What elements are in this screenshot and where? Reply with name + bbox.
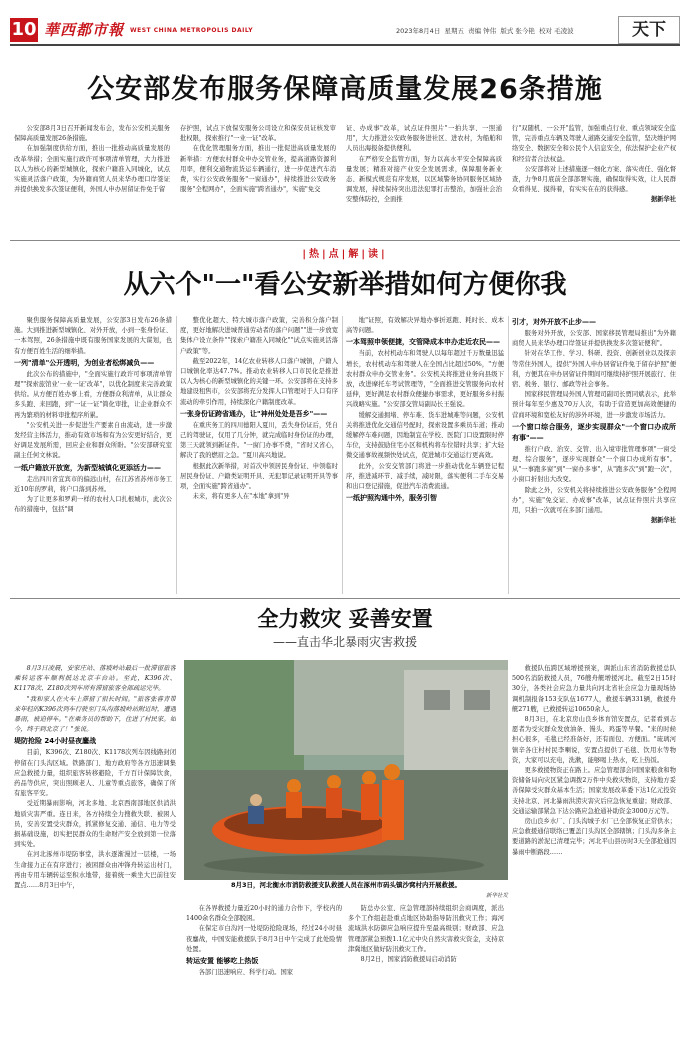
article-subheading: 一纸户籍放开放宽，为新型城镇化更添活力—— — [14, 463, 161, 472]
article1-paragraph: 行"双随机、一公开"监管，加强重点行业、重点领域安全监管，完善重点车辆及驾驶人道路交通安全监管，坚决维护网络安全、数据安全和公民个人信息安全，依法保护企业产权和经营者合法权益。 — [512, 125, 676, 163]
issue-date: 2023年8月4日 — [396, 27, 441, 35]
article1-paragraph: 在加强制度供给方面，推出一批推动高质量发展的改革举措；全面实施行政许可事项清单管理，大力推进以人为核心的新型城镇化，探索户籍准入同城化，试点实施灵活落户政策，为外籍商贸人员来华办理口岸签证并提供换发多次签证便利，外国人申办居留证件免于留 — [14, 145, 170, 194]
article-paragraph: 8月3日凌晨，安家庄站、落坡岭站最后一批滞留旅客乘转运客车顺利抵达北京丰台站。至此，K396次、K1178次、Z180次列车所有滞留旅客全部疏运完毕。 — [14, 665, 176, 693]
article2-column-2 — [180, 316, 338, 594]
article-paragraph: 服务对外开放，公安部、国家移民管理局推出"为外籍商贸人员来华办理口岸签证并提供换发多次签证便利"。 — [512, 330, 676, 348]
article1-paragraph: 公安部8月3日召开新闻发布会，发布公安机关服务保障高质量发展26条措施。 — [14, 125, 170, 143]
article1-credit: 据新华社 — [650, 196, 676, 204]
article-paragraph: 推行户政、治安、交管、出入境审批管理事项"一窗受理、综合服务"，逐步实现群众"一个窗口办成所有事"。从"一事跑多窗"到"一窗办多事"，从"跑多次"到"跑一次"，小窗口折射出大改变。 — [512, 445, 676, 484]
article1-paragraph: 公安部将对上述措施逐一细化方案、落实责任、强化督查，力争8月底前全部部署实施，确保取得实效，让人民群众看得见、摸得着，有实实在在的获得感。 — [512, 165, 676, 194]
article1-column-3 — [346, 124, 502, 236]
article-paragraph: 国家移民管理局外国人管理司副司长贾同斌表示，此举预计每年至少惠及70万人次，有助于营造更加高效便捷的营商环境和宽松友好的涉外环境，进一步激发市场活力。 — [512, 391, 676, 419]
page-header — [0, 0, 690, 44]
article-subheading: 一纸护照沟通中外，服务引智 — [346, 494, 437, 503]
article1-column-4 — [512, 124, 676, 238]
article1-column-1 — [14, 124, 170, 236]
article2-headline: 从六个"一"看公安新举措如何方便你我 — [123, 270, 567, 300]
newspaper-english-name: WEST CHINA METROPOLIS DAILY — [130, 27, 254, 34]
article-paragraph: 当前，农村机动车和驾驶人以每年超过千万数量迅猛增长，农村机动车和驾驶人在全国占比超过50%，"方便农村群众申办交管业务"。公安机关将推进业务向县级下放，改进摩托车考试管理等，"全面推进交管服务向农村延伸，更好满足农村群众便捷办事需求，更好服务乡村振兴战略实施。"公安部交管局副局长王强说。 — [346, 350, 504, 409]
article-paragraph: 未来，将有更多人在"本地"拿到"异 — [192, 493, 290, 501]
article-paragraph: 更多救援物资正在路上。应急管理部会同国家粮食和物资储备局向灾区紧急调拨2万件中央救灾物资，支持地方妥善保障受灾群众基本生活；国家发展改革委下达1亿元投资支持北京、河北暴雨洪涝灾害灾后应急恢复重建；财政部、交通运输部紧急下达公路应急抢通补助资金3000万元等。 — [512, 767, 676, 815]
rescue-photo — [184, 660, 508, 880]
article-subheading: 转运安置 能够吃上热饭 — [186, 957, 259, 966]
article1-paragraph: 存护照，试点下放保安服务公司设立和保安员证核发审批权限，探索推行"一业一证"改革。 — [180, 125, 336, 143]
article2-column-1 — [14, 316, 172, 594]
article1-column-2 — [180, 124, 336, 236]
photo-caption: 8月3日，河北衡水市消防救援支队救援人员在涿州市码头镇沙窝村内开展救援。 — [230, 881, 462, 889]
article2-kicker: |热|点|解|读| — [302, 249, 388, 260]
article-paragraph: "公安机关进一步促进生产要素自由流动，进一步激发经营主体活力，推动有效市场和有为公安更好结合，更好调足发展所需，回应企业和群众所盼。"公安部研究室副主任何文林说。 — [14, 421, 172, 460]
article-paragraph: 为了让更多和罗莉一样的农村人口扎根城市，此次公布的措施中，包括"调 — [14, 496, 172, 514]
article-paragraph: 走出四川省宜宾市的偏远山村，在江苏省苏州市务工近10年的罗莉，将户口落到苏州。 — [14, 475, 172, 493]
article-paragraph: 此外，公安交管部门将进一步推动优化车辆登记程序，推进减环节、减手续，减时限，落实便利二手车交易和出口登记措施，促进汽车消费流通。 — [346, 462, 504, 491]
issue-meta — [396, 24, 574, 38]
article-paragraph: 在各界救援力量近20小时的通力合作下，学校内的1400余名群众全部脱困。 — [186, 905, 342, 923]
article-paragraph: 此次公布的措施中，"全面实施行政许可事项清单管理""探索旅馆业'一业一证'改革"，以优化制度来完善政策供给。从方便百姓办事上看，方便群众利清单，从让群众多头跑、来回跑，到"一证一证"简化审批，让企业群众不再为繁琐的材料审批程序所累。 — [14, 370, 172, 419]
article3-column-3 — [348, 904, 504, 1044]
header-rule — [10, 44, 680, 46]
article-paragraph: 救援队伍跨区域增援预案，调派山东省消防救援总队500名消防救援人员，76艘舟艇增援河北。截至2日15时30分，各类社会应急力量共向河北省社会应急力量现场协调机制报备153支队伍1677人，救援车辆331辆，救援舟艇271艘，已救援转运10650余人。 — [512, 665, 676, 713]
article-subheading: 一本驾照申领便捷，交管降成本申办走近农民—— — [346, 338, 500, 347]
article-paragraph: 缓解交通拥堵、停车难、货车进城难等问题，公安机关将推进优化交通信号配时，探索设置多乘员车道；推动缓解停车难问题，因地制宜在学校、医院门口设置限时停车位，支持鼓励住宅小区和机构将车位错时共享；扩大轻微交通事故视频快处试点，促进城市交通运行更高效。 — [346, 411, 504, 460]
article-paragraph: 在河北涿州市堤防事堂，洪水逐渐漫过一层楼，一场生命接力正在有序进行；被困群众由冲锋舟转运出村门，再由专用车辆转运至积水地带，接着统一乘坐大巴前往安置点……8月3日中午， — [14, 851, 176, 890]
article-paragraph: 受近期暴雨影响，河北多地、北京西南部地区供消洪地质灾害严重。连日来，各方持续全力搜救失联、被困人员，安善安置受灾群众，抓紧修复交通、通信、电力等受损基础设施，切实把民群众的生命财产安全放到第一位落到实处。 — [14, 800, 176, 849]
article2-column-3 — [346, 316, 504, 594]
article-paragraph: 整优化超大、特大城市落户政策，完善积分落户制度，更好地解决进城普通劳动者的落户问题""进一步放宽集体户设立条件""探索户籍准入同城化""试点实施灵活落户政策"等。 — [180, 317, 338, 355]
article1-paragraph: 在优化管理服务方面，推出一批促进高质量发展的新举措：方便农村群众申办交管业务，提高道路资源利用率，便利交通物流货运车辆通行，进一步促进汽车消费，实行公安政务服务"一窗通办"，持续推进公安政务服务"全程网办"，全面实施"跨省通办"，实施"免交 — [180, 145, 336, 194]
page-number: 10 — [11, 19, 37, 40]
proof-credit: 校对 毛凌波 — [539, 27, 574, 35]
article-paragraph: 针对在华工作、学习、科研、投资、创新创业以及探亲等常住外国人，提供"外国人申办居留证件免于留存护照"便利，方便其在申办居留证件期间可继续持护照开展旅行、住宿、税务、银行、邮政等社会事务。 — [512, 350, 676, 389]
article1-paragraph: 证、办成事"改革，试点证件照片"一拍共享、一照通用"，大力推进公安政务服务进社区、进农村，为船舶和人员出海报备提供便利。 — [346, 125, 502, 153]
article-paragraph: 目前，K396次、Z180次、K1178次列车因线路封闭停留在门头沟区域。铁路部门、地方政府等各方迅速调集应急救援力量，组织旅客转移避险，千方百计保障饮食，药品等供应，突出照顾老人、儿童等重点旅客，确保了所有旅客平安。 — [14, 749, 176, 798]
article-paragraph: 8月3日，在北京房山良乡体育馆安置点，记者看到志愿者为受灾群众发放油条、馒头、鸡蛋等早餐。"来的时候担心很多，毛毯已经准备好，还有面包、方便面。"琉璃河镇辛各庄村村民李喇说，安置点提供了毛毯、饮用水等物资，大家可以充电，洗漱，能够喝上热水，吃上热饭。 — [512, 716, 676, 764]
article3-headline: 全力救灾 妥善安置 — [257, 607, 433, 631]
article-subheading: 堤防抢险 24小时昼夜鏖战 — [14, 737, 97, 746]
article-paragraph: 各部门迅速响应、科学行动。国家 — [198, 969, 294, 977]
article-paragraph: 截至2022年，14亿农业转移人口落户城镇，户籍人口城镇化率达47.7%。推动农业转移人口市民化是推进以人为核心的新型城镇化的关键一环。公安部将在支持多地建设租售市，公安部将充分发挥人口管理对于人口有序流动的牵引作用，持续深化户籍制度改革。 — [180, 357, 338, 406]
article-paragraph: 地"证照，有效解决异地办事折返跑、耗时长、成本高等问题。 — [346, 317, 504, 335]
section-name: 天下 — [618, 16, 680, 44]
article-paragraph: 除此之外，公安机关将持续推进公安政务服务"全程网办"，实施"免交证、办成事"改革，试点证件照片共享应用，只拍一次就可在多部门通用。 — [512, 486, 676, 515]
article-paragraph: 根据此次新举措，对首次申领居民身份证、申领临时居民身份证、户籍类证明开具、无犯罪记录证明开具等事项，全面实施"跨省通办"。 — [180, 462, 338, 491]
article1-headline: 公安部发布服务保障高质量发展26条措施 — [87, 74, 603, 105]
article-paragraph: 在重庆务工的四川德阳人夏川，丢失身份证后，凭自己的驾驶证，仅用了几分钟，就完成临时身份证的办理，第三天就领到新证件。"一窗门办事不费，"省时又省心，解决了我的燃眉之急。"夏川高兴地说。 — [180, 421, 338, 460]
column-rule — [342, 316, 343, 594]
article3-column-1 — [14, 664, 176, 1044]
article-paragraph: 8月2日，国家消防救援局启动消防 — [360, 956, 457, 964]
newspaper-logo: 華西都市報 — [44, 21, 125, 39]
article3-column-2 — [186, 904, 342, 1044]
section-separator — [10, 240, 680, 241]
article3-column-4 — [512, 664, 676, 1044]
column-rule — [508, 316, 509, 594]
article-subheading: 引才，对外开放不止步—— — [512, 318, 596, 326]
article1-paragraph: 在严格安全监管方面，努力以高水平安全保障高质量发展；精准对接产业安全发展需求，保障服务新业态、新模式规范有序发展，以区域警务协同服务区域协调发展，持续保持突出违法犯罪打击整治，加强社会治安整体防控，全面推 — [346, 155, 502, 204]
section-separator — [10, 598, 680, 599]
article-paragraph: 在保定市白沟河一处堤防抢险现场，经过24小时昼夜鏖战，中国安能救援队于8月3日中午完成了此处险情处置。 — [186, 925, 342, 953]
layout-credit: 版式 张今艳 — [500, 27, 535, 35]
editor-credit: 责编 钟伟 — [468, 27, 497, 35]
rescue-photo-illustration — [184, 660, 508, 880]
article-credit: 据新华社 — [650, 517, 676, 525]
article2-column-4 — [512, 316, 676, 594]
article-subheading: 一个窗口综合服务，逐步实现群众"一个窗口办成所有事"—— — [512, 422, 676, 442]
article-paragraph: 房山良乡水厂、门头沟城子水厂已全部恢复正常供水；应急救援通信联络已覆盖门头沟区全部辖镇；门头沟多条主要道路的淤泥已清理完毕；河北平山县历时3天全部抢通因暴雨中断路段…… — [512, 818, 676, 856]
article3-subheadline: ——直击华北暴雨灾害救援 — [272, 635, 417, 649]
article-paragraph: 防总办公室、应急管理部持续组织会商调度，派出多个工作组赶赴重点地区协助指导防汛救灾工作；海河流域洪水防御应急响应提升至最高级别；财政部、应急管理部紧急预拨1.1亿元中央自然灾害救灾资金，支持京津冀地区做好防汛救灾工作。 — [348, 905, 504, 953]
article-paragraph: "我和家人在火车上滞留了很长时间。"旅客张睿青带来年轻的K396次列车行驶至门头沟落坡岭站附近时，遭遇暴雨，被迫停车。"在乘务员的帮助下，住进了村民家。如今，终于到北京了！"张说。 — [14, 695, 176, 734]
article-paragraph: 聚焦服务保障高质量发展，公安部3日发布26条措施。大到推进新型城镇化、对外开放，小到一张身份证、一本驾照，26条措施中既有服务国家发展的大谋划，也有方便百姓生活的细举措。 — [14, 317, 172, 355]
article-subheading: 一列"清单"公开透明，为创业者松绑减负—— — [14, 358, 155, 367]
issue-weekday: 星期五 — [444, 27, 464, 35]
column-rule — [176, 316, 177, 594]
article-subheading: 一张身份证跨省通办，让"神州处处是吾乡"—— — [180, 409, 328, 418]
photo-credit: 新华社发 — [485, 893, 508, 899]
